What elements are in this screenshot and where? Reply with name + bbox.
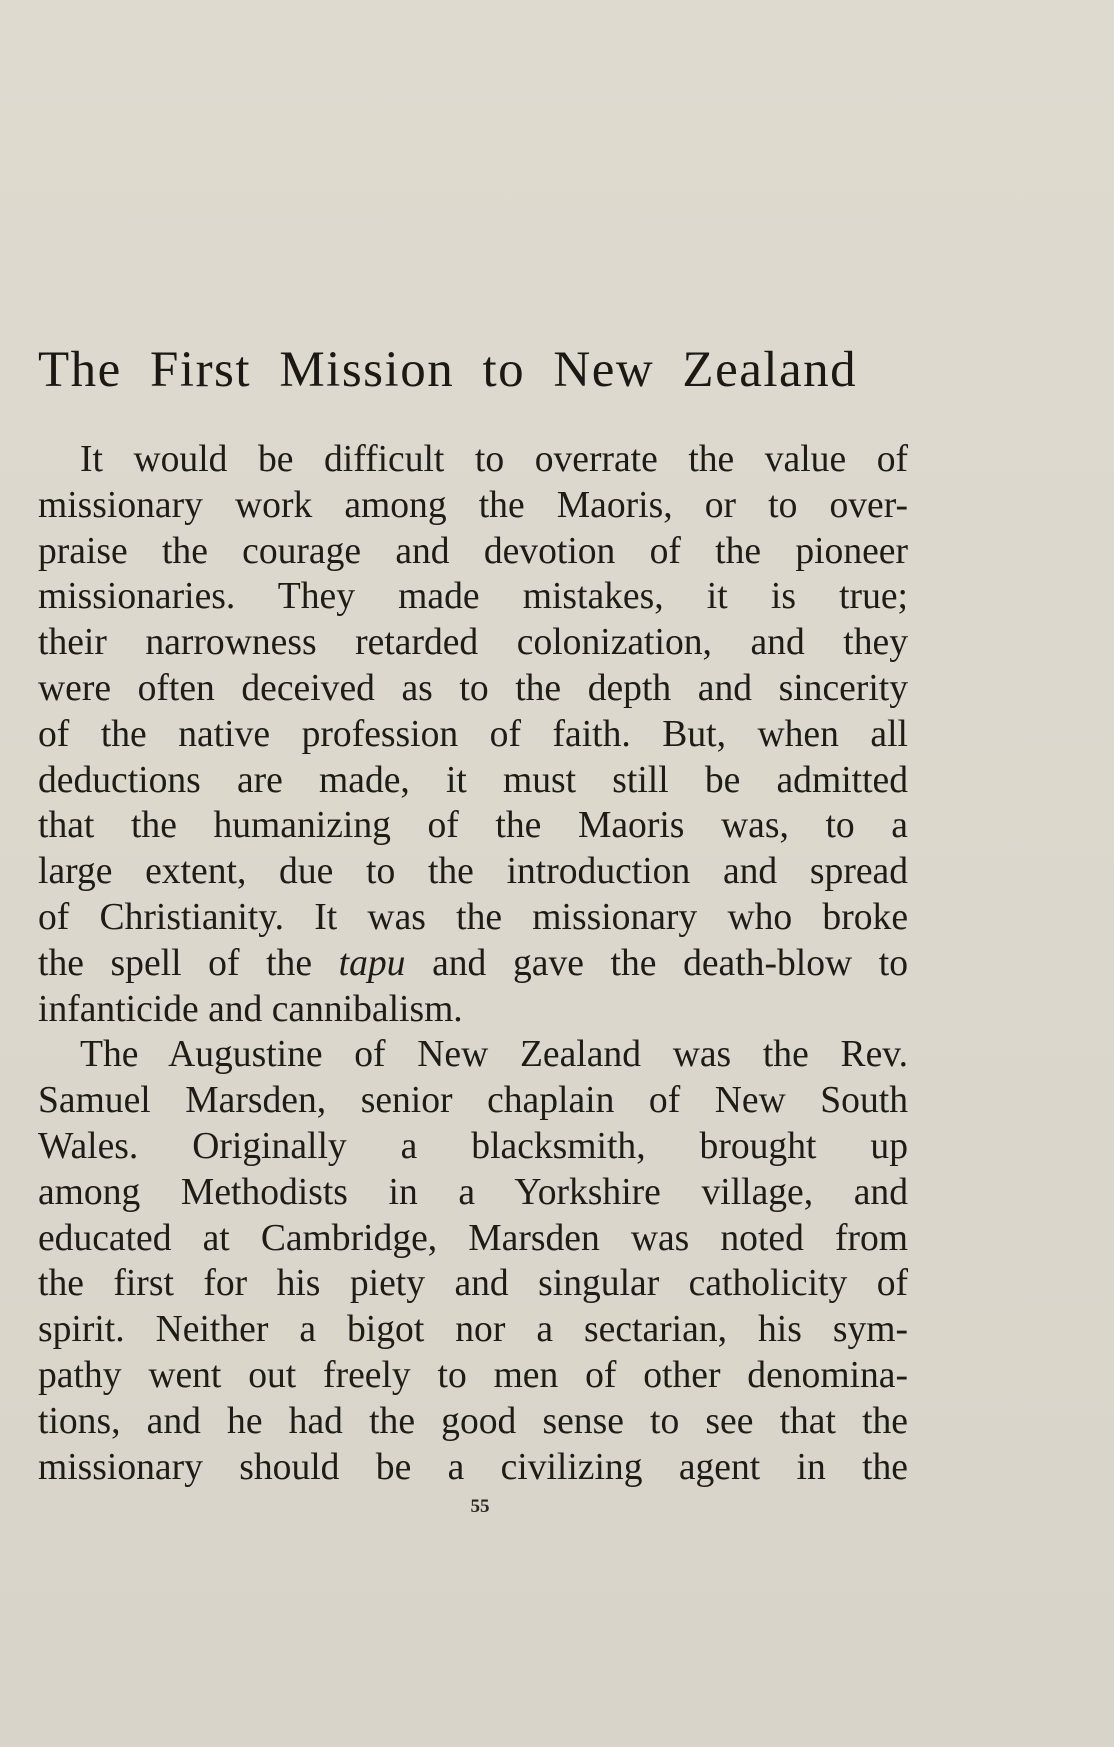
text-line-with-italic (38, 941, 908, 987)
text-line: infanticide and cannibalism. (38, 988, 463, 1030)
text-line: missionaries. They made mistakes, it is true; (38, 576, 908, 618)
text-line: Samuel Marsden, senior chaplain of New South (38, 1080, 908, 1122)
text-line: their narrowness retarded colonization, and they (38, 622, 908, 664)
text-line: It would be difficult to overrate the value of (80, 439, 908, 480)
text-line: tions, and he had the good sense to see that the (38, 1400, 908, 1442)
text-line: missionary should be a civilizing agent in the (38, 1446, 908, 1488)
text-line: spirit. Neither a bigot nor a sectarian, his sym- (38, 1309, 908, 1351)
text-line: of Christianity. It was the missionary who broke (38, 896, 908, 938)
text-line: The Augustine of New Zealand was the Rev. (80, 1034, 908, 1076)
text-line: missionary work among the Maoris, or to over- (38, 484, 908, 526)
text-line: Wales. Originally a blacksmith, brought up (38, 1125, 908, 1167)
text-segment: and gave the death-blow to (405, 942, 909, 984)
text-line: were often deceived as to the depth and sincerity (38, 667, 908, 709)
page-number: 55 (470, 1496, 490, 1517)
text-line: large extent, due to the introduction and spread (38, 851, 908, 893)
paragraph-1 (38, 437, 908, 1032)
text-line: deductions are made, it must still be admitted (38, 759, 908, 801)
text-line: the first for his piety and singular catholicity of (38, 1263, 908, 1305)
text-line: pathy went out freely to men of other denomina- (38, 1354, 908, 1396)
text-line: among Methodists in a Yorkshire village, and (38, 1171, 908, 1213)
text-line: praise the courage and devotion of the pioneer (38, 530, 908, 572)
italic-word: tapu (338, 942, 406, 984)
text-line: that the humanizing of the Maoris was, to a (38, 805, 908, 847)
chapter-body (38, 437, 908, 1490)
text-line: of the native profession of faith. But, when all (38, 713, 908, 755)
paragraph-2 (38, 1032, 908, 1490)
chapter-title: The First Mission to New Zealand (38, 342, 858, 398)
text-line: educated at Cambridge, Marsden was noted from (38, 1217, 908, 1259)
text-segment: the spell of the (38, 942, 339, 984)
